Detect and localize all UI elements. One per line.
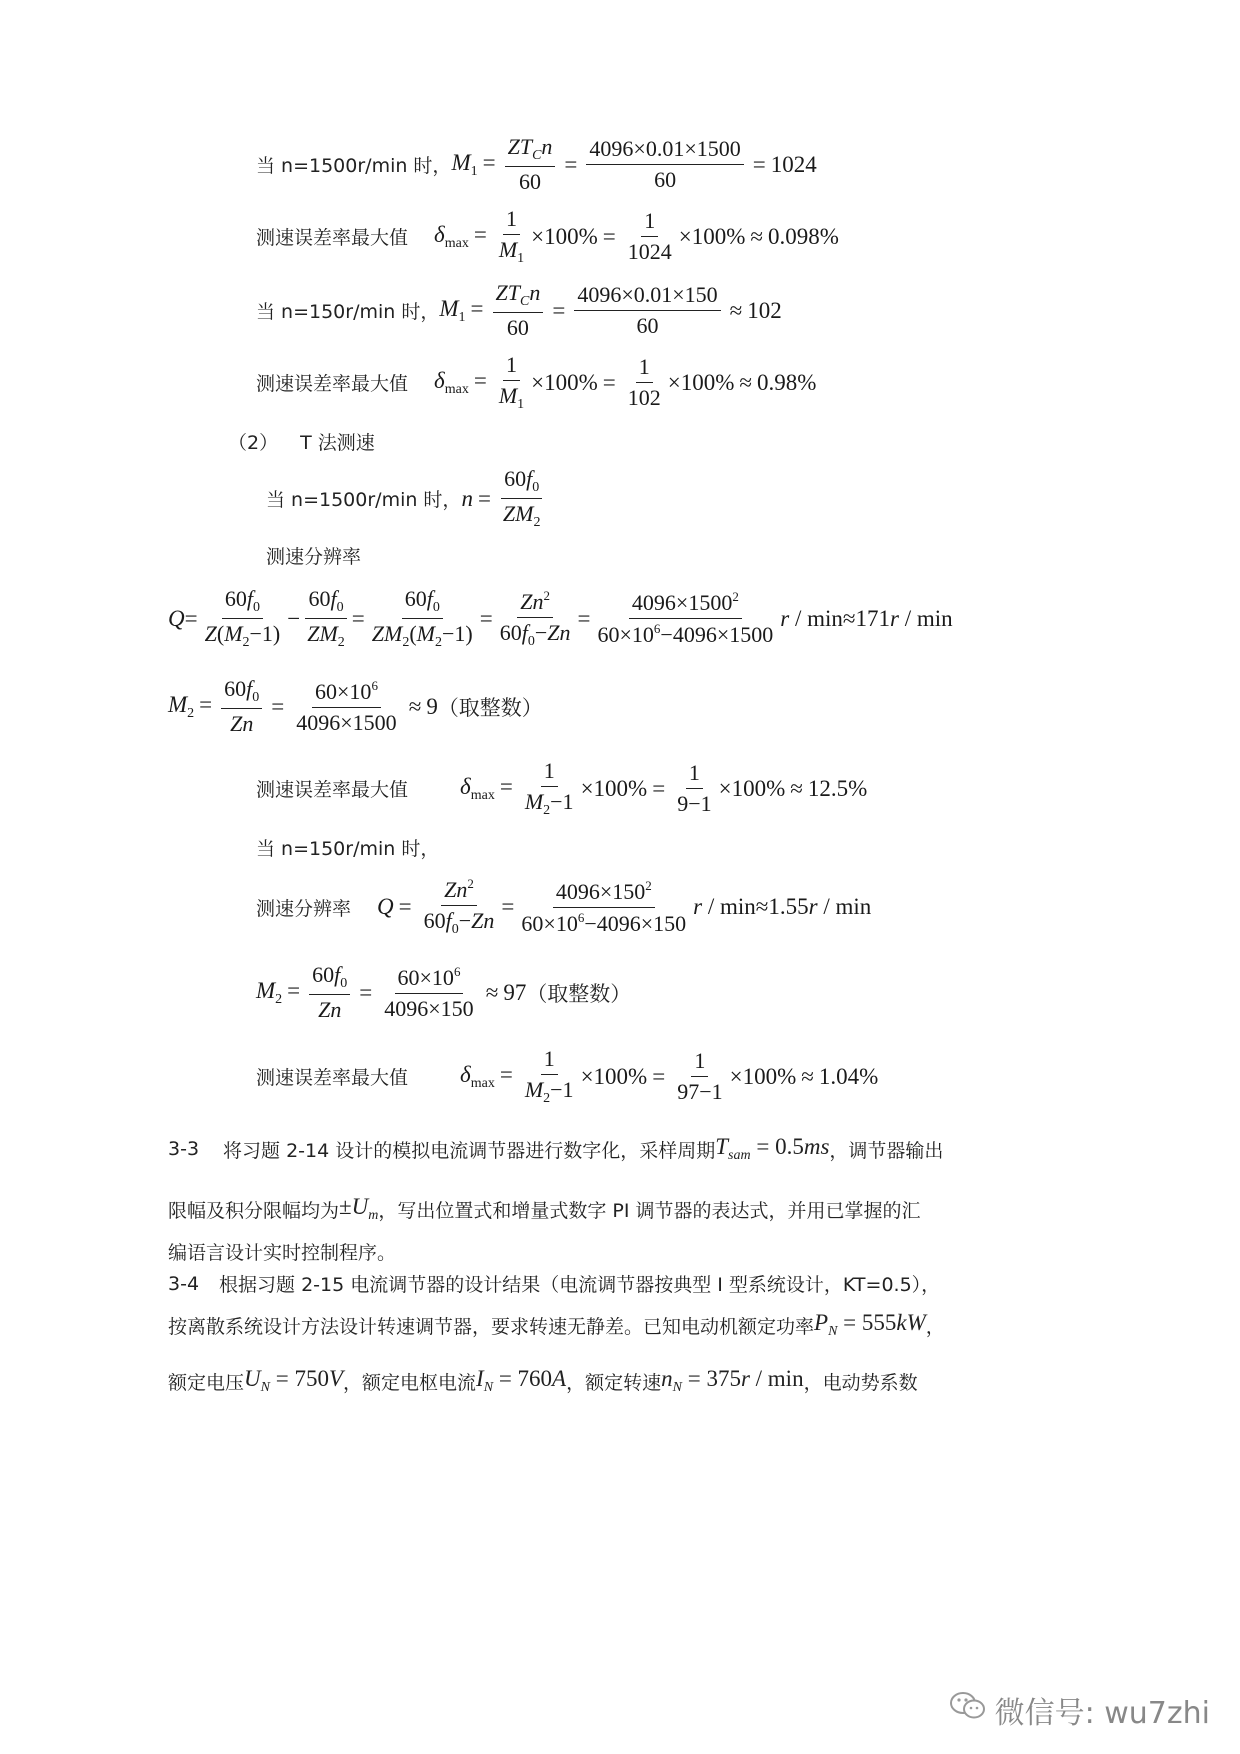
err-label: 测速误差率最大值 [256,227,409,249]
m-method-err2: 测速误差率最大值 $\delta_{max}$ = $\frac{1}{M_1}$ ×100% = $\frac{1}{102}$ ×100% ≈ 0.98% [256,352,817,412]
m-method-case2: 当 n=150r/min 时， $M_1$ = $\frac{ZT_Cn}{60}$ = $\frac{4096\times 0.01\times 150}{60}$ ≈ 102 [256,280,782,340]
watermark [949,1688,1210,1732]
t-method-err2: 测速误差率最大值 $\delta_{max}$ = $\frac{1}{M_2-1}$ ×100% = $\frac{1}{97-1}$ ×100% ≈ 1.04% [256,1046,879,1106]
problem-3-3-line3: 编语言设计实时控制程序。 [168,1242,397,1264]
problem-number: 3-4 [168,1272,200,1295]
problem-3-3-line2: 限幅及积分限幅均为 $\pm U_m$ ，写出位置式和增量式数字 PI 调节器的表达式，并用已掌握的汇 [168,1194,921,1223]
t-method-case1: 当 n=1500r/min 时， n = $\frac{60f_0}{ZM_2}$ [266,466,541,530]
case-prefix: 当 n=1500r/min 时， [256,155,452,177]
result: 1024 [770,151,817,177]
q-formula-1: Q= $\frac{60f_0}{Z(M_2-1)}$ − $\frac{60f_0}{ZM_2}$ = $\frac{60f_0}{ZM_2(M_2-1)}$ = $\frac{Zn^2}{60f_0-Zn}$ = $\frac{4096\times 1500^2}{60\times 10^6-4096\times 1500}$ r / min≈171r / min [168,586,953,650]
t-method-heading: （2） T 法测速 [228,432,375,454]
res-label-1: 测速分辨率 [266,546,362,568]
wechat-icon [949,1690,987,1730]
problem-3-4-line1: 3-4 根据习题 2-15 电流调节器的设计结果（电流调节器按典型 I 型系统设计，KT=0.5）， [168,1272,941,1296]
m-method-err1: 测速误差率最大值 $\delta_{max}$ = $\frac{1}{M_1}$ ×100% = $\frac{1}{1024}$ ×100% ≈ 0.098% [256,206,839,266]
problem-3-4-line3: 额定电压 $U_N = 750V$ ，额定电枢电流 $I_N = 760A$ ，额定转速 $n_N = 375r / \min$ ，电动势系数 [168,1366,918,1395]
q-formula-2: 测速分辨率 Q = $\frac{Zn^2}{60f_0-Zn}$ = $\frac{4096\times 150^2}{60\times 10^6-4096\times 150}$ r / min≈1.55r / min [256,876,872,937]
problem-number: 3-3 [168,1138,200,1160]
m2-formula-2: $M_2$ = $\frac{60f_0}{Zn}$ = $\frac{60\times 10^6}{4096\times 150}$ ≈ 97 （取整数） [256,962,632,1022]
m2-formula-1: $M_2$ = $\frac{60f_0}{Zn}$ = $\frac{60\times 10^6}{4096\times 1500}$ ≈ 9 （取整数） [168,676,543,736]
t-method-err1: 测速误差率最大值 $\delta_{max}$ = $\frac{1}{M_2-1}$ ×100% = $\frac{1}{9-1}$ ×100% ≈ 12.5% [256,758,868,818]
problem-3-4-line2: 按离散系统设计方法设计转速调节器，要求转速无静差。已知电动机额定功率 $P_N = 555kW$ ， [168,1310,945,1339]
watermark-text: 微信号: wu7zhi [994,1696,1210,1731]
problem-3-3-line1: 3-3 将习题 2-14 设计的模拟电流调节器进行数字化，采样周期 $T_{sam} = 0.5ms$ ，调节器输出 [168,1134,944,1163]
t-method-case2: 当 n=150r/min 时， [256,838,440,860]
formula-m1: $M_1$ = [451,149,496,179]
m-method-case1: 当 n=1500r/min 时， $M_1$ = $\frac{ZT_Cn}{60}$ = $\frac{4096\times 0.01\times 1500}{60}$ = 1024 [256,134,817,194]
result: 0.098% [768,223,839,249]
